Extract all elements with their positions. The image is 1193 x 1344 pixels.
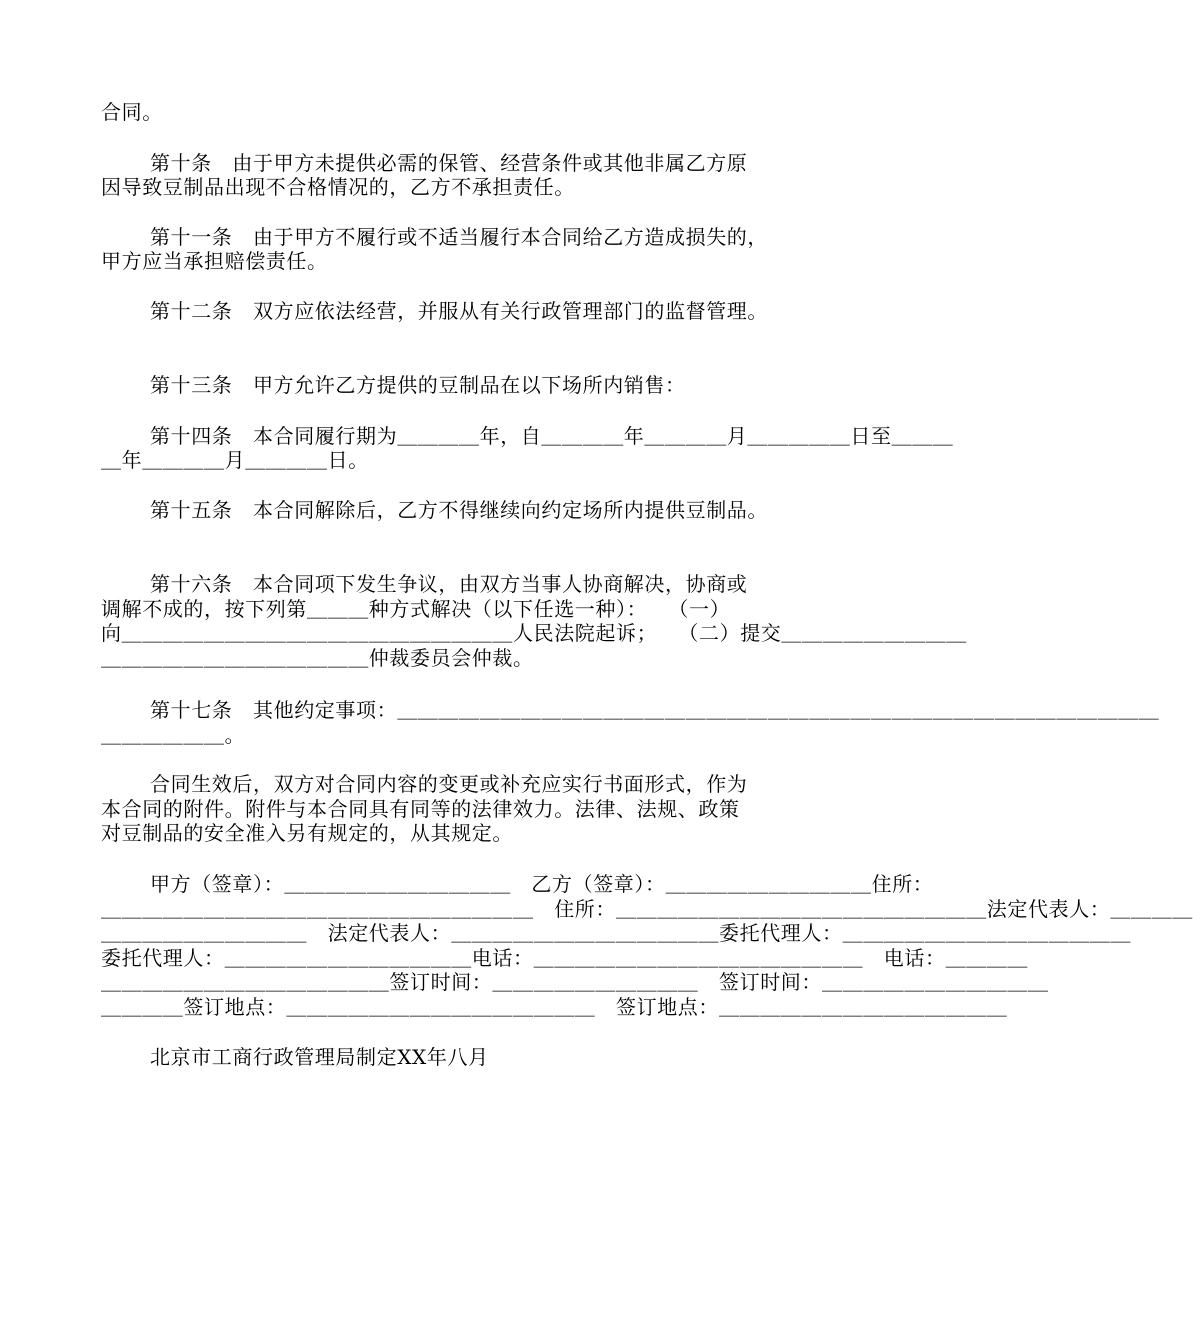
effect-paragraph-line: 合同生效后，双方对合同内容的变更或补充应实行书面形式，作为: [150, 772, 748, 796]
signature-block-line: ＿＿＿＿＿＿＿＿＿＿＿＿＿＿＿＿＿＿＿＿＿ 住所：＿＿＿＿＿＿＿＿＿＿＿＿＿＿＿＿＿＿法定代表人：＿＿＿＿: [101, 897, 1193, 921]
text-line: 对豆制品的安全准入另有规定的，从其规定。: [101, 821, 513, 845]
text-line: ＿年＿＿＿＿月＿＿＿＿日。: [101, 448, 369, 472]
signature-block-line: ＿＿＿＿＿＿＿＿＿＿ 法定代表人：＿＿＿＿＿＿＿＿＿＿＿＿＿委托代理人：＿＿＿＿＿＿＿＿＿＿＿＿＿＿: [101, 921, 1131, 945]
signature-block-line: ＿＿＿＿签订地点：＿＿＿＿＿＿＿＿＿＿＿＿＿＿＿ 签订地点：＿＿＿＿＿＿＿＿＿＿＿＿＿＿: [101, 995, 1008, 1019]
clause-16-line: 第十六条 本合同项下发生争议，由双方当事人协商解决，协商或: [150, 572, 748, 596]
issuer-footer: 北京市工商行政管理局制定XX年八月: [150, 1045, 489, 1069]
text-line: 调解不成的，按下列第＿＿＿种方式解决（以下任选一种）： （一）: [101, 597, 731, 621]
signature-block-line: 委托代理人：＿＿＿＿＿＿＿＿＿＿＿＿电话：＿＿＿＿＿＿＿＿＿＿＿＿＿＿＿＿ 电话：＿＿＿＿: [101, 946, 1028, 970]
text-line: 合同。: [101, 100, 163, 124]
text-line: 向＿＿＿＿＿＿＿＿＿＿＿＿＿＿＿＿＿＿＿人民法院起诉； （二）提交＿＿＿＿＿＿＿＿＿: [101, 621, 967, 645]
clause-13-line: 第十三条 甲方允许乙方提供的豆制品在以下场所内销售：: [150, 373, 686, 397]
signature-block-line: 甲方（签章）：＿＿＿＿＿＿＿＿＿＿＿ 乙方（签章）：＿＿＿＿＿＿＿＿＿＿住所：: [150, 872, 934, 896]
text-line: 本合同的附件。附件与本合同具有同等的法律效力。法律、法规、政策: [101, 797, 740, 821]
text-line: 甲方应当承担赔偿责任。: [101, 249, 328, 273]
clause-11-line: 第十一条 由于甲方不履行或不适当履行本合同给乙方造成损失的，: [150, 225, 768, 249]
clause-15-line: 第十五条 本合同解除后，乙方不得继续向约定场所内提供豆制品。: [150, 498, 768, 522]
text-line: ＿＿＿＿＿＿＿＿＿＿＿＿＿仲裁委员会仲裁。: [101, 646, 534, 670]
text-line: ＿＿＿＿＿＿。: [101, 723, 246, 747]
clause-12-line: 第十二条 双方应依法经营，并服从有关行政管理部门的监督管理。: [150, 299, 768, 323]
clause-14-line: 第十四条 本合同履行期为＿＿＿＿年，自＿＿＿＿年＿＿＿＿月＿＿＿＿＿日至＿＿＿: [150, 424, 954, 448]
clause-17-line: 第十七条 其他约定事项：＿＿＿＿＿＿＿＿＿＿＿＿＿＿＿＿＿＿＿＿＿＿＿＿＿＿＿＿＿＿＿＿＿＿＿＿＿: [150, 698, 1160, 722]
clause-10-line: 第十条 由于甲方未提供必需的保管、经营条件或其他非属乙方原: [150, 151, 748, 175]
text-line: 因导致豆制品出现不合格情况的，乙方不承担责任。: [101, 175, 575, 199]
signature-block-line: ＿＿＿＿＿＿＿＿＿＿＿＿＿＿签订时间：＿＿＿＿＿＿＿＿＿＿ 签订时间：＿＿＿＿＿＿＿＿＿＿＿: [101, 970, 1049, 994]
